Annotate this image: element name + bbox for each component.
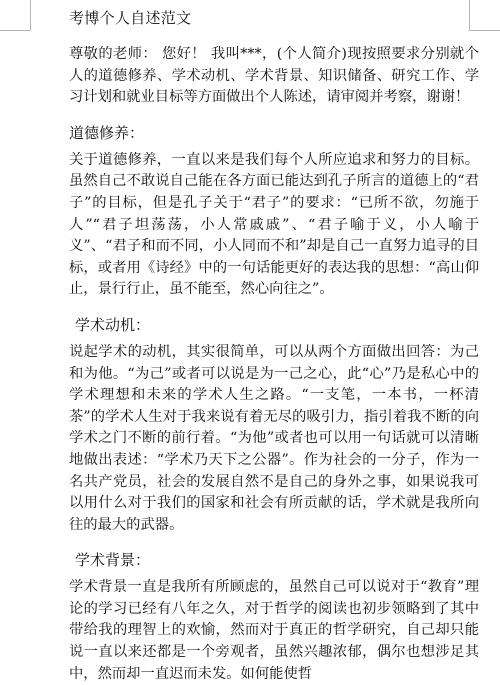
document-body (69, 8, 479, 685)
section-heading-background: 学术背景： (75, 551, 151, 570)
section-body-motivation: 说起学术的动机，其实很简单，可以从两个方面做出回答：为己和为他。“为己”或者可以说是为一己之心，此“心”乃是私心中的学术理想和未来的学术人生之路。“一支笔，一本书，一杯清茶”的学术人生对于我来说有着无尽的吸引力，指引着我不断的向学术之门不断的前行着。“为他”或者也可以用一句话就可以清晰地做出表述：“学术乃天下之公器”。作为社会的一分子，作为一名共产党员，社会的发展自然不是自己的身外之事，如果说我可以用什么对于我们的国家和社会有所贡献的话，学术就是我所向往的最大的武器。 (69, 343, 479, 533)
intro-paragraph: 尊敬的老师： 您好！ 我叫***，(个人简介)现按照要求分别就个人的道德修养、学术动机、学术背景、知识储备、研究工作、学习计划和就业目标等方面做出个人陈述，请审阅并考察，谢谢！ (69, 46, 479, 106)
section-body-moral: 关于道德修养，一直以来是我们每个人所应追求和努力的目标。虽然自己不敢说自己能在各方面已能达到孔子所言的道德上的“君子”的目标，但是孔子关于“君子”的要求：“已所不欲，勿施于人”“君子坦荡荡，小人常戚戚”、“君子喻于义，小人喻于义”、“君子和而不同，小人同而不和”却是自己一直努力追寻的目标，或者用《诗经》中的一句话能更好的表达我的思想：“高山仰止，景行行止，虽不能至，然心向往之”。 (69, 151, 479, 298)
crop-mark-top-left (0, 0, 31, 31)
section-heading-motivation: 学术动机： (75, 315, 151, 334)
section-heading-moral: 道德修养： (69, 123, 145, 142)
section-body-background: 学术背景一直是我所有所顾虑的，虽然自己可以说对于“教育”理论的学习已经有八年之久，对于哲学的阅读也初步领略到了其中带给我的理智上的欢愉，然而对于真正的哲学研究，自己却只能说一直以来还都是一个旁观者，虽然兴趣浓郁，偶尔也想涉足其中，然而却一直迟而未发。如何能使哲 (69, 579, 479, 682)
document-title: 考博个人自述范文 (69, 9, 192, 27)
